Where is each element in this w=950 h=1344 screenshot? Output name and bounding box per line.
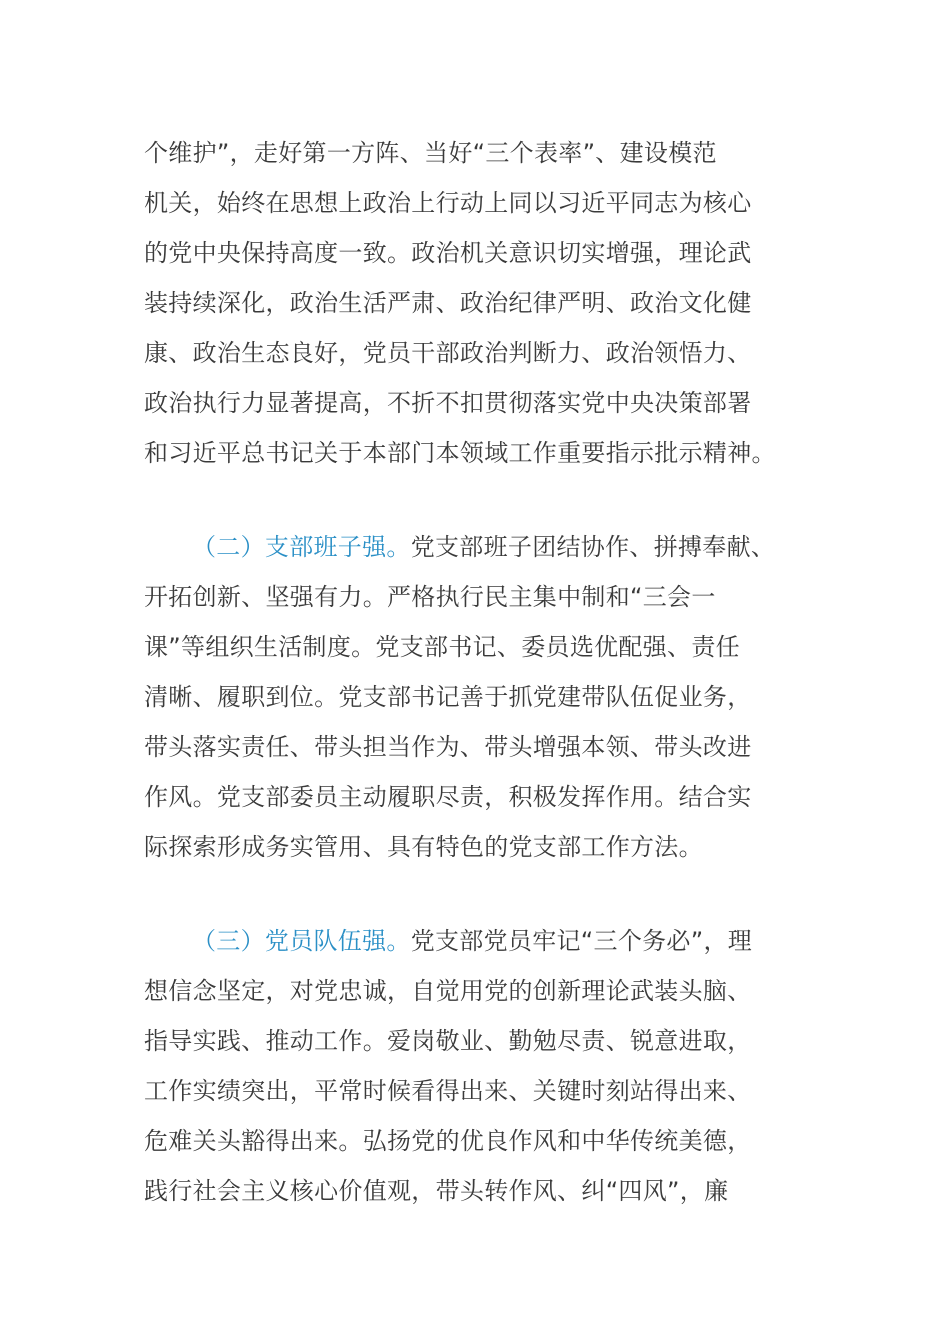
paragraph-spacer	[144, 478, 804, 522]
text-line: 和习近平总书记关于本部门本领域工作重要指示批示精神。	[144, 439, 776, 467]
paragraph-branch-leadership	[144, 522, 804, 872]
text-line: 工作实绩突出，平常时候看得出来、关键时刻站得出来、	[144, 1077, 752, 1105]
text-run: 党支部党员牢记“三个务必”，理	[410, 927, 753, 955]
text-line: 机关，始终在思想上政治上行动上同以习近平同志为核心	[144, 189, 752, 217]
text-line: 际探索形成务实管用、具有特色的党支部工作方法。	[144, 833, 703, 861]
text-line: 践行社会主义核心价值观，带头转作风、纠“四风”，廉	[144, 1177, 729, 1205]
text-line-first	[144, 916, 804, 966]
text-line: 的党中央保持高度一致。政治机关意识切实增强，理论武	[144, 239, 752, 267]
text-line: 危难关头豁得出来。弘扬党的优良作风和中华传统美德，	[144, 1127, 752, 1155]
text-line: 课”等组织生活制度。党支部书记、委员选优配强、责任	[144, 633, 740, 661]
text-run: 党支部班子团结协作、拼搏奉献、	[410, 533, 776, 561]
text-line: 开拓创新、坚强有力。严格执行民主集中制和“三会一	[144, 583, 716, 611]
text-line: 康、政治生态良好，党员干部政治判断力、政治领悟力、	[144, 339, 752, 367]
section-heading-2: （二）支部班子强。	[192, 533, 411, 561]
paragraph-member-team	[144, 916, 804, 1216]
paragraph-spacer	[144, 872, 804, 916]
text-line: 个维护”，走好第一方阵、当好“三个表率”、建设模范	[144, 139, 717, 167]
text-line: 作风。党支部委员主动履职尽责，积极发挥作用。结合实	[144, 783, 752, 811]
text-line: 装持续深化，政治生活严肃、政治纪律严明、政治文化健	[144, 289, 752, 317]
section-heading-3: （三）党员队伍强。	[192, 927, 411, 955]
text-line: 清晰、履职到位。党支部书记善于抓党建带队伍促业务，	[144, 683, 752, 711]
document-body	[144, 128, 804, 1216]
text-line: 政治执行力显著提高，不折不扣贯彻落实党中央决策部署	[144, 389, 752, 417]
text-line-first	[144, 522, 804, 572]
text-line: 想信念坚定，对党忠诚，自觉用党的创新理论武装头脑、	[144, 977, 752, 1005]
text-line: 带头落实责任、带头担当作为、带头增强本领、带头改进	[144, 733, 752, 761]
paragraph-political-leadership	[144, 128, 804, 478]
text-line: 指导实践、推动工作。爱岗敬业、勤勉尽责、锐意进取，	[144, 1027, 752, 1055]
